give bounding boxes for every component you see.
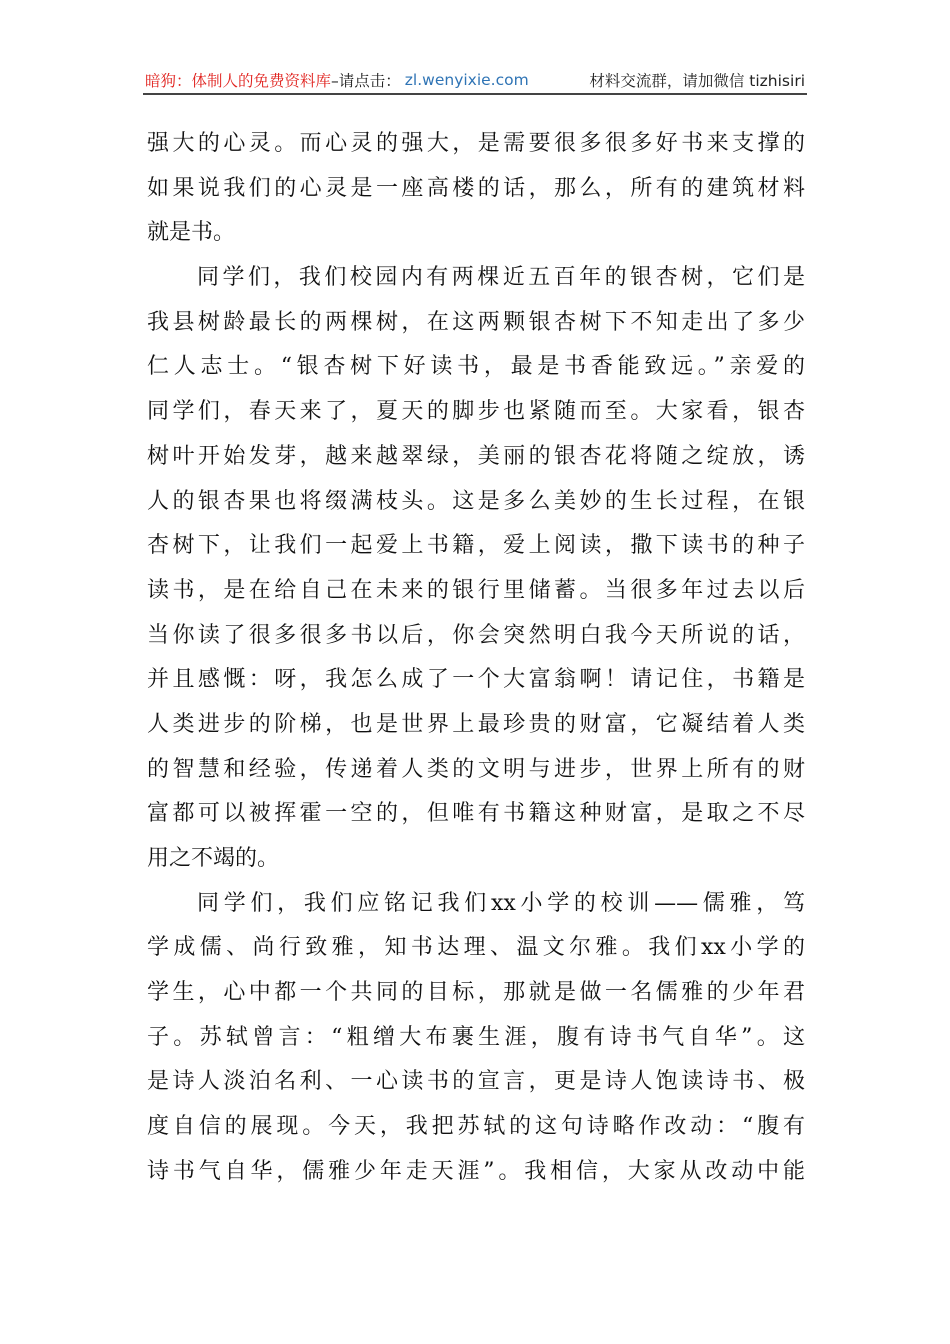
text-line: 学成儒、尚行致雅，知书达理、温文尔雅。我们xx小学的 <box>147 935 805 961</box>
text-line: 是诗人淡泊名利、一心读书的宣言，更是诗人饱读诗书、极 <box>147 1069 805 1095</box>
text-line: 仁人志士。“银杏树下好读书，最是书香能致远。”亲爱的 <box>147 354 805 380</box>
text-line: 并且感慨：呀，我怎么成了一个大富翁啊！请记住，书籍是 <box>147 667 805 693</box>
text-line: 富都可以被挥霍一空的，但唯有书籍这种财富，是取之不尽 <box>147 801 805 827</box>
header-prompt: –请点击： <box>331 72 401 90</box>
paragraph <box>147 256 805 882</box>
text-line: 度自信的展现。今天，我把苏轼的这句诗略作改动：“腹有 <box>147 1114 805 1140</box>
text-line: 同学们，我们校园内有两棵近五百年的银杏树，它们是 <box>197 265 805 291</box>
text-line: 读书，是在给自己在未来的银行里储蓄。当很多年过去以后 <box>147 577 805 603</box>
header-contact: 材料交流群，请加微信 tizhisiri <box>589 72 805 90</box>
document-body <box>147 122 805 1195</box>
text-line: 杏树下，让我们一起爱上书籍，爱上阅读，撒下读书的种子 <box>147 533 805 559</box>
text-line: 人类进步的阶梯，也是世界上最珍贵的财富，它凝结着人类 <box>147 711 805 737</box>
text-line: 树叶开始发芽，越来越翠绿，美丽的银杏花将随之绽放，诱 <box>147 443 805 469</box>
text-line: 的智慧和经验，传递着人类的文明与进步，世界上所有的财 <box>147 756 805 782</box>
header-divider <box>143 93 807 95</box>
header-brand: 暗狗：体制人的免费资料库 <box>145 72 332 90</box>
paragraph <box>147 122 805 256</box>
paragraph <box>147 882 805 1195</box>
text-line: 当你读了很多很多书以后，你会突然明白我今天所说的话， <box>147 622 805 648</box>
text-line: 我县树龄最长的两棵树，在这两颗银杏树下不知走出了多少 <box>147 309 805 335</box>
page-header <box>145 68 805 92</box>
text-line: 学生，心中都一个共同的目标，那就是做一名儒雅的少年君 <box>147 980 805 1006</box>
header-link[interactable]: zl.wenyixie.com <box>404 71 529 89</box>
text-line: 如果说我们的心灵是一座高楼的话，那么，所有的建筑材料 <box>147 175 805 201</box>
text-line: 强大的心灵。而心灵的强大，是需要很多很多好书来支撑的 <box>147 131 805 156</box>
text-line: 用之不竭的。 <box>147 846 280 871</box>
text-line: 同学们，春天来了，夏天的脚步也紧随而至。大家看，银杏 <box>147 399 805 425</box>
text-line: 人的银杏果也将缀满枝头。这是多么美妙的生长过程，在银 <box>147 488 805 514</box>
text-line: 就是书。 <box>147 220 236 246</box>
text-line: 诗书气自华，儒雅少年走天涯”。我相信，大家从改动中能 <box>147 1158 805 1184</box>
text-line: 同学们，我们应铭记我们xx小学的校训——儒雅，笃 <box>197 890 805 916</box>
text-line: 子。苏轼曾言：“粗缯大布裹生涯，腹有诗书气自华”。这 <box>147 1024 805 1050</box>
